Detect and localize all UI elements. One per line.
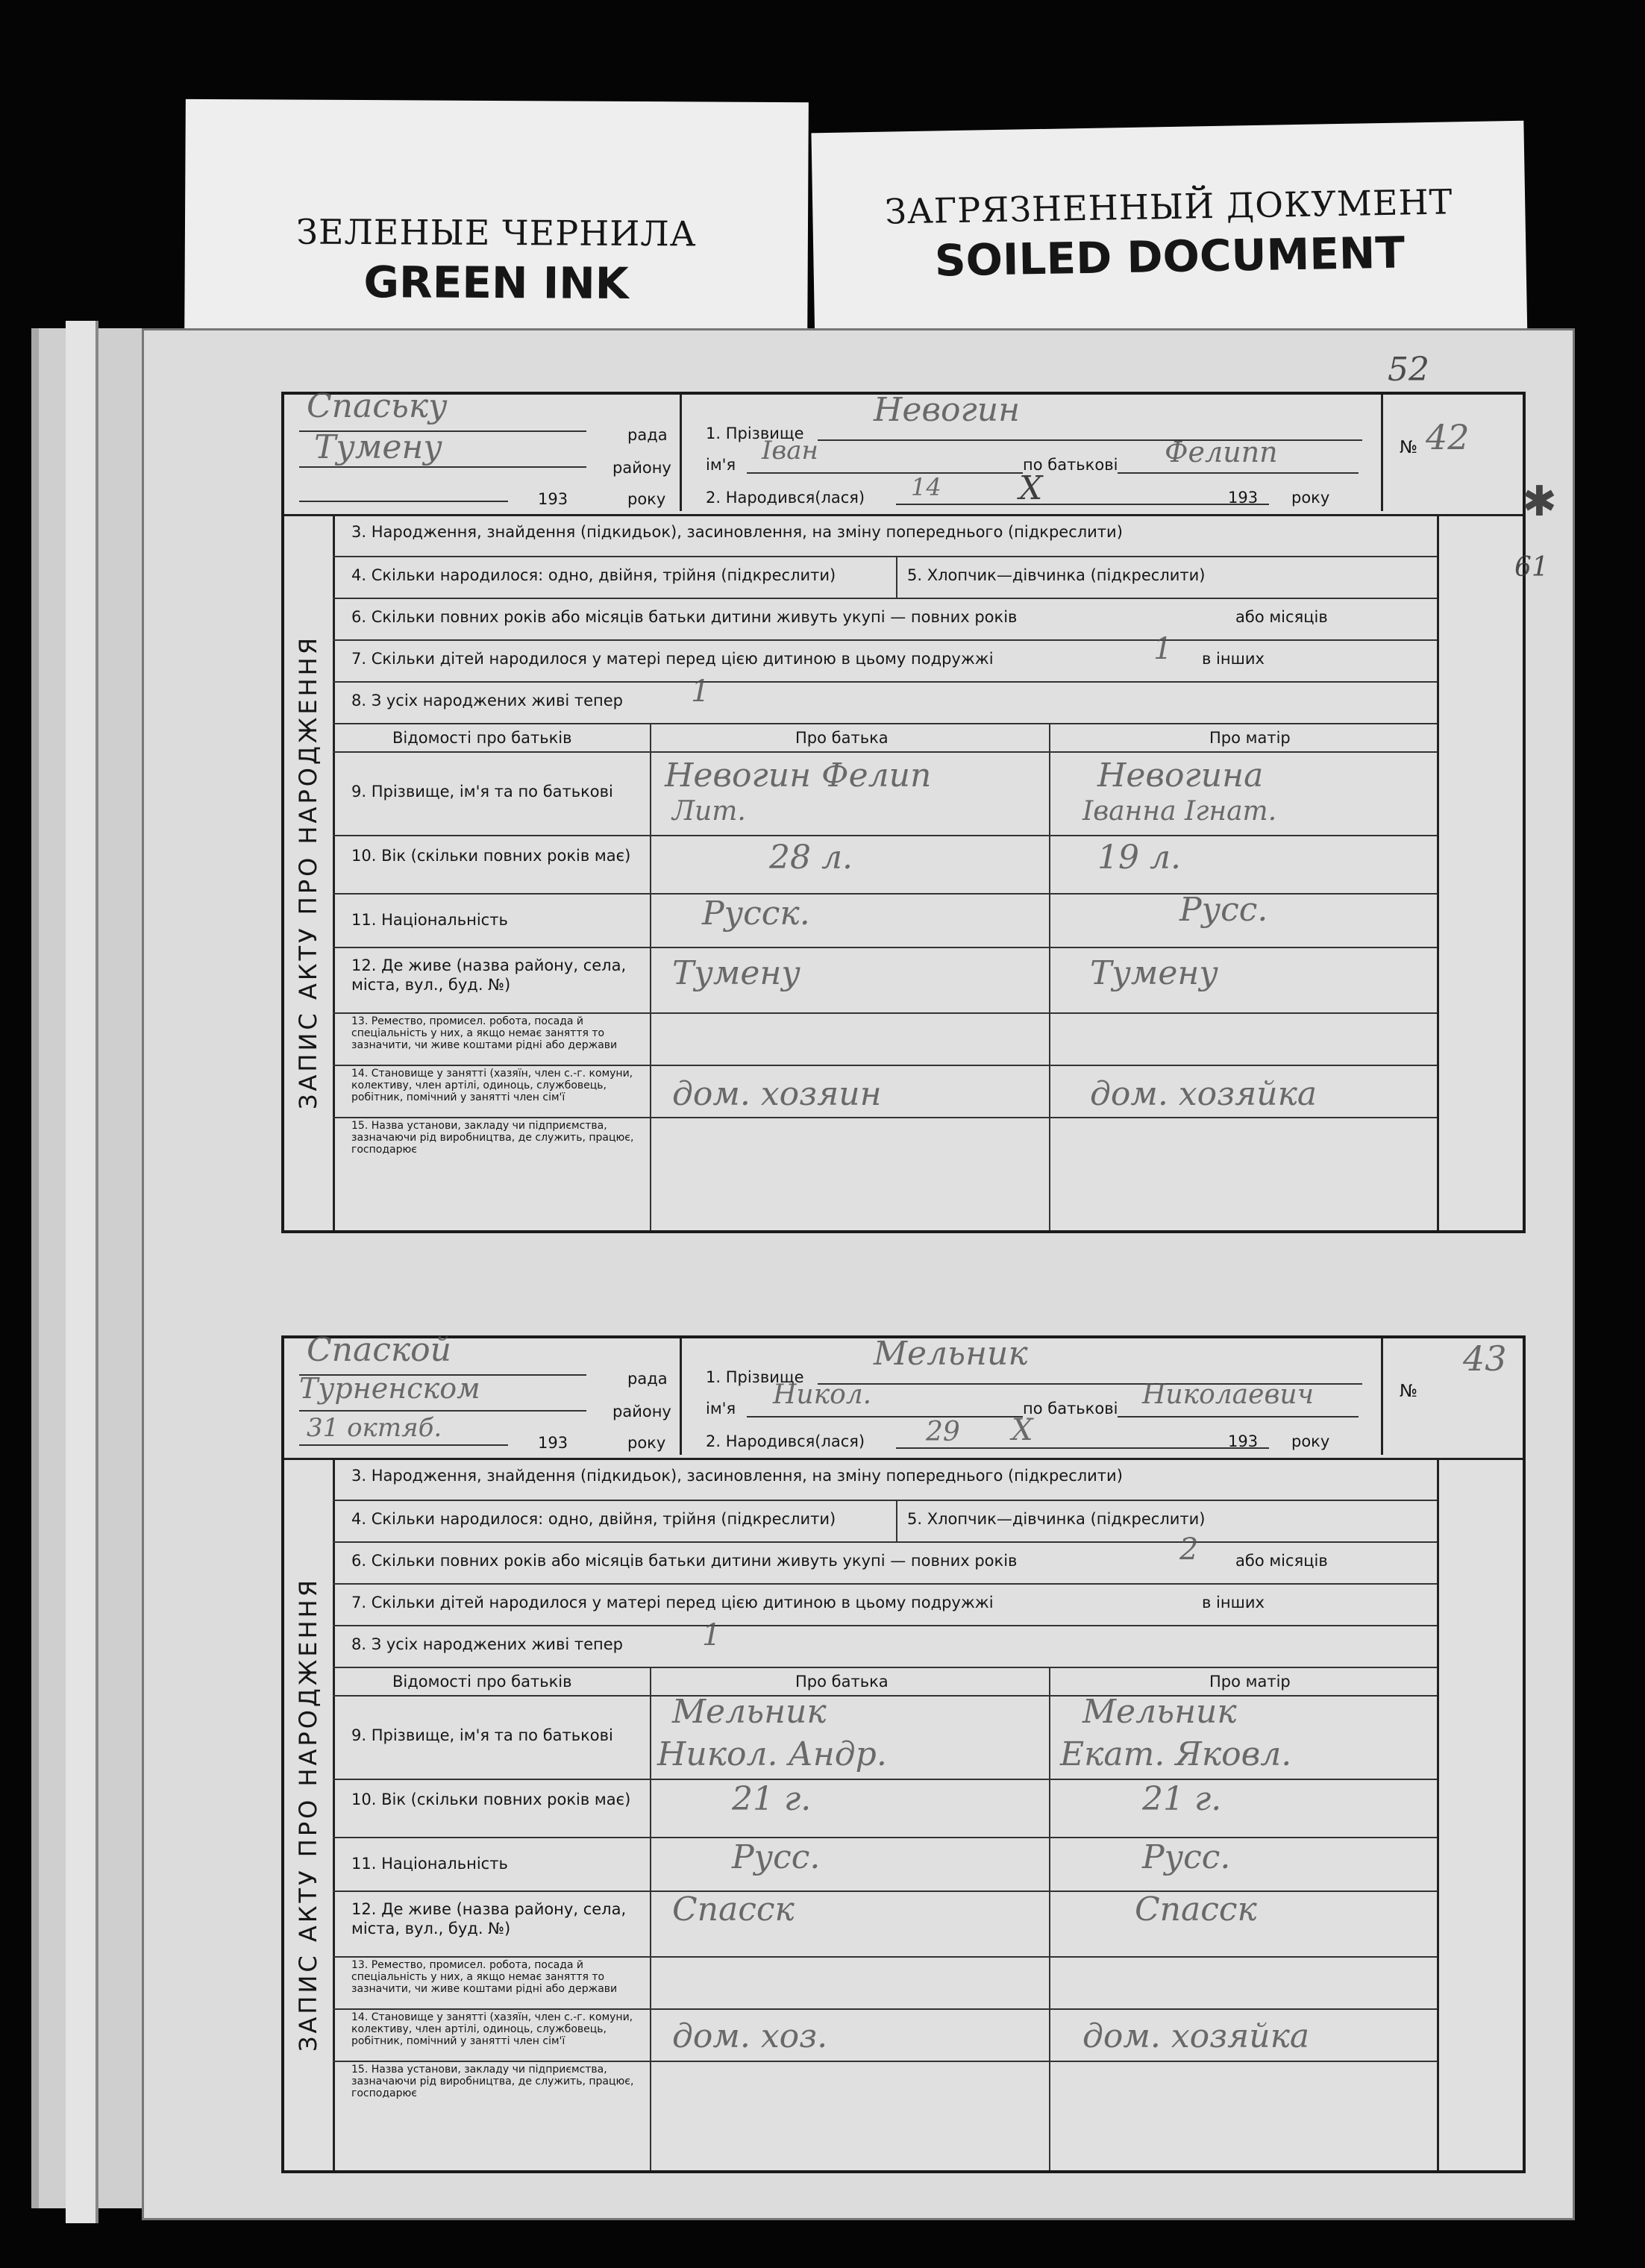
name-label: ім'я (706, 456, 736, 474)
row-11: 11. Національність (351, 911, 508, 929)
raion-label: району (612, 459, 671, 477)
roku-label: року (627, 1434, 666, 1452)
hw-birth-day: 14 (911, 473, 941, 501)
number-label: № (1400, 438, 1417, 457)
row-5: 5. Хлопчик—дівчинка (підкреслити) (907, 566, 1206, 584)
number-label: № (1400, 1382, 1417, 1401)
hw-rada: Спаской (307, 1331, 451, 1369)
row-4: 4. Скільки народилося: одно, двійня, трійня (підкреслити) (351, 566, 836, 584)
hw-mother-nat: Русс. (1142, 1838, 1231, 1876)
right-margin-column (1437, 514, 1439, 1230)
row-10: 10. Вік (скільки повних років має) (351, 1791, 631, 1808)
father-header: Про батька (795, 1673, 889, 1691)
father-header: Про батька (795, 729, 889, 747)
star-mark-icon: ✱ (1522, 477, 1557, 526)
row-6: 6. Скільки повних років або місяців батьки дитини живуть укупі — повних років (351, 608, 1018, 626)
hw-name: Іван (762, 436, 818, 466)
hw-years-together: 2 (1179, 1532, 1199, 1567)
row-13: 13. Ремество, промисел. робота, посада й спеціальність у них, а якщо немає заняття то зазначити, чи живе коштами рідні або держави (351, 1959, 618, 1995)
row-6-months: або місяців (1235, 1552, 1328, 1570)
record-header (284, 387, 1523, 516)
hw-number: 43 (1463, 1338, 1507, 1379)
row-9: 9. Прізвище, ім'я та по батькові (351, 783, 613, 801)
hw-raion: Турненском (299, 1372, 480, 1405)
binding-edge (66, 321, 98, 2223)
row-7-other: в інших (1202, 650, 1265, 668)
patronymic-label: по батькові (1023, 456, 1118, 474)
row-14: 14. Становище у занятті (хазяїн, член с.-г. комуни, колективу, член артілі, одиноць, службовець, робітник, помічний у занятті член сім'ї (351, 2011, 633, 2047)
hw-mother-occ: дом. хозяйка (1090, 1075, 1317, 1113)
hw-father-nat: Русс. (732, 1838, 821, 1876)
row-11: 11. Національність (351, 1855, 508, 1873)
hw-mother-age: 21 г. (1142, 1780, 1222, 1818)
hw-father-name: Невогин Фелип (665, 756, 932, 795)
row-6-months: або місяців (1235, 608, 1328, 626)
birth-roku-label: року (1291, 1432, 1330, 1450)
hw-father-age: 21 г. (732, 1780, 812, 1818)
soiled-document-en: SOILED DOCUMENT (934, 227, 1406, 286)
row-12: 12. Де живе (назва району, села, міста, вул., буд. №) (351, 956, 627, 994)
birth-year-prefix: 193 (1228, 489, 1259, 507)
record-header (284, 1331, 1523, 1460)
hw-father-occ: дом. хозяин (672, 1075, 882, 1113)
soiled-document-ru: ЗАГРЯЗНЕННЫЙ ДОКУМЕНТ (884, 181, 1453, 232)
birth-record-1 (281, 387, 1526, 1233)
row-15: 15. Назва установи, закладу чи підприємства, зазначаючи рід виробництва, де служить, працює, господарює (351, 2064, 634, 2099)
rada-label: рада (627, 1370, 668, 1388)
row-4: 4. Скільки народилося: одно, двійня, трійня (підкреслити) (351, 1510, 836, 1528)
row-7-other: в інших (1202, 1594, 1265, 1611)
green-ink-ru: ЗЕЛЕНЫЕ ЧЕРНИЛА (296, 211, 697, 254)
raion-label: району (612, 1403, 671, 1420)
patronymic-label: по батькові (1023, 1400, 1118, 1418)
row-8: 8. З усіх народжених живі тепер (351, 1635, 623, 1653)
hw-mother-age: 19 л. (1097, 839, 1181, 877)
mother-header: Про матір (1209, 729, 1291, 747)
hw-father-home: Тумену (672, 954, 800, 992)
hw-father-home: Спасск (672, 1890, 795, 1929)
hw-mother-name: Мельник (1082, 1693, 1237, 1731)
hw-mother-home: Спасск (1135, 1890, 1257, 1929)
row-7: 7. Скільки дітей народилося у матері перед цією дитиною в цьому подружжі (351, 650, 994, 668)
hw-birth-month: X (1012, 1413, 1033, 1447)
parents-header: Відомості про батьків (392, 729, 572, 747)
hw-alive: 1 (702, 1618, 721, 1653)
hw-mother-name2: Екат. Яковл. (1060, 1735, 1292, 1773)
row-14: 14. Становище у занятті (хазяїн, член с.-г. комуни, колективу, член артілі, одиноць, службовець, робітник, помічний у занятті член сім'ї (351, 1068, 633, 1103)
surname-label: 1. Прізвище (706, 1368, 804, 1386)
right-margin-column (1437, 1458, 1439, 2170)
hw-mother-home: Тумену (1090, 954, 1218, 992)
row-10: 10. Вік (скільки повних років має) (351, 847, 631, 865)
row-8: 8. З усіх народжених живі тепер (351, 692, 623, 709)
hw-father-name2: Лит. (672, 796, 746, 827)
hw-alive: 1 (691, 674, 710, 709)
hw-date: 31 октяб. (307, 1413, 442, 1443)
birth-year-prefix: 193 (1228, 1432, 1259, 1450)
hw-birth-month: X (1019, 469, 1043, 507)
hw-name: Никол. (773, 1379, 872, 1410)
hw-mother-name: Невогина (1097, 756, 1264, 795)
hw-margin-side: 61 (1514, 552, 1549, 583)
hw-father-name2: Никол. Андр. (657, 1735, 887, 1773)
row-3: 3. Народження, знайдення (підкидьок), засиновлення, на зміну попереднього (підкреслити) (351, 1467, 1123, 1485)
record-body (284, 1458, 1523, 2170)
hw-surname: Мельник (874, 1335, 1028, 1373)
hw-number: 42 (1426, 417, 1470, 457)
year-prefix: 193 (538, 490, 568, 508)
hw-raion: Тумену (314, 428, 442, 466)
parents-header: Відомості про батьків (392, 1673, 572, 1691)
hw-mother-occ: дом. хозяйка (1082, 2017, 1310, 2055)
hw-patronymic: Фелипп (1165, 436, 1278, 469)
roku-label: року (627, 490, 666, 508)
born-label: 2. Народився(лася) (706, 1432, 865, 1450)
surname-label: 1. Прізвище (706, 425, 804, 442)
hw-father-occ: дом. хоз. (672, 2017, 828, 2055)
hw-margin-top: 52 (1388, 351, 1429, 389)
row-3: 3. Народження, знайдення (підкидьок), засиновлення, на зміну попереднього (підкреслити) (351, 523, 1123, 541)
hw-rada: Спаську (307, 387, 448, 425)
rada-label: рада (627, 426, 668, 444)
hw-birth-day: 29 (926, 1417, 960, 1447)
hw-patronymic: Николаевич (1142, 1379, 1314, 1410)
row-15: 15. Назва установи, закладу чи підприємства, зазначаючи рід виробництва, де служить, працює, господарює (351, 1120, 634, 1156)
row-13: 13. Ремество, промисел. робота, посада й спеціальність у них, а якщо немає заняття то зазначити, чи живе коштами рідні або держави (351, 1015, 618, 1051)
green-ink-tag (184, 99, 809, 348)
born-label: 2. Народився(лася) (706, 489, 865, 507)
hw-mother-nat: Русс. (1179, 891, 1268, 929)
row-12: 12. Де живе (назва району, села, міста, вул., буд. №) (351, 1900, 627, 1937)
row-9: 9. Прізвище, ім'я та по батькові (351, 1726, 613, 1744)
hw-mother-name2: Іванна Ігнат. (1082, 796, 1277, 827)
row-5: 5. Хлопчик—дівчинка (підкреслити) (907, 1510, 1206, 1528)
birth-roku-label: року (1291, 489, 1330, 507)
row-7: 7. Скільки дітей народилося у матері перед цією дитиною в цьому подружжі (351, 1594, 994, 1611)
record-body (284, 514, 1523, 1230)
hw-surname: Невогин (874, 391, 1021, 429)
name-label: ім'я (706, 1400, 736, 1418)
soiled-document-tag (811, 121, 1527, 357)
hw-father-nat: Русск. (702, 895, 810, 933)
year-prefix: 193 (538, 1434, 568, 1452)
hw-father-age: 28 л. (769, 839, 853, 877)
mother-header: Про матір (1209, 1673, 1291, 1691)
side-title: ЗАПИС АКТУ ПРО НАРОДЖЕННЯ (284, 514, 335, 1230)
green-ink-en: GREEN INK (363, 257, 629, 309)
side-title: ЗАПИС АКТУ ПРО НАРОДЖЕННЯ (284, 1458, 335, 2170)
hw-father-name: Мельник (672, 1693, 827, 1731)
row-6: 6. Скільки повних років або місяців батьки дитини живуть укупі — повних років (351, 1552, 1018, 1570)
hw-children-before: 1 (1153, 632, 1173, 666)
birth-record-2 (281, 1331, 1526, 2173)
